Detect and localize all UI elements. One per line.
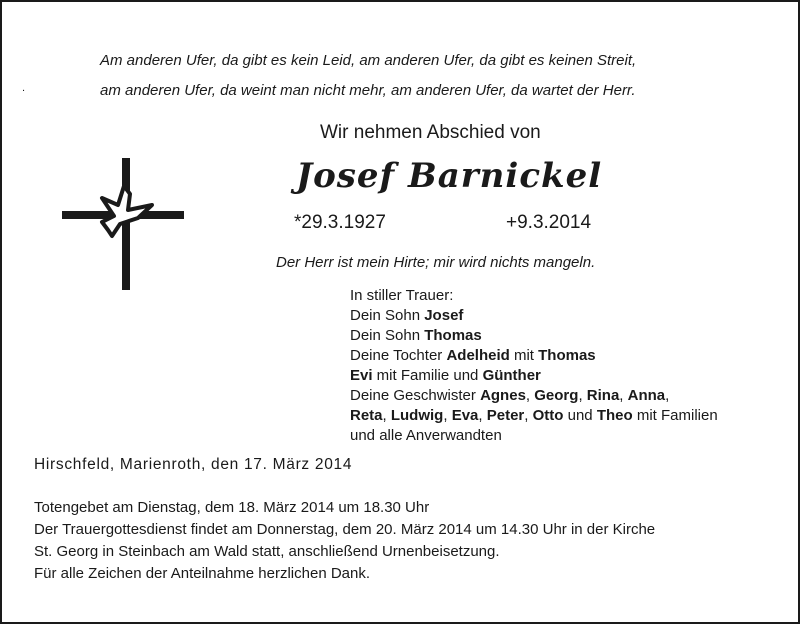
farewell-heading: Wir nehmen Abschied von	[320, 122, 541, 143]
separator: ,	[619, 387, 628, 404]
poem-line-2: am anderen Ufer, da weint man nicht mehr, am anderen Ufer, da wartet der Herr.	[100, 82, 636, 99]
birth-date: *29.3.1927	[294, 212, 386, 233]
mourner-name: Georg	[534, 387, 579, 404]
mourner-text: Deine Tochter	[350, 347, 447, 364]
mourner-name: Anna	[627, 387, 666, 404]
mourner-name: Reta	[350, 407, 383, 424]
deceased-name: Josef Barnickel	[296, 156, 603, 196]
separator: ,	[478, 407, 487, 424]
mourner-name: Theo	[596, 407, 633, 424]
mourner-line	[350, 366, 718, 386]
mourner-line	[350, 306, 718, 326]
mourners-intro: In stiller Trauer:	[350, 287, 454, 304]
mourner-line	[350, 346, 718, 366]
mourner-line	[350, 386, 718, 406]
separator: ,	[443, 407, 452, 424]
note-line: Für alle Zeichen der Anteilnahme herzlichen Dank.	[34, 565, 371, 582]
service-notes	[34, 497, 655, 585]
mourner-name: Evi	[350, 367, 373, 384]
mourners-outro: und alle Anverwandten	[350, 427, 502, 444]
mourner-name: Günther	[482, 367, 541, 384]
mourner-name: Peter	[486, 407, 525, 424]
place-and-date: Hirschfeld, Marienroth, den 17. März 2014	[34, 456, 353, 473]
separator: ,	[525, 387, 535, 404]
separator: ,	[578, 387, 587, 404]
note-line: Totengebet am Dienstag, dem 18. März 2014 um 18.30 Uhr	[34, 499, 430, 516]
mourner-name: Rina	[586, 387, 620, 404]
poem-line-1: Am anderen Ufer, da gibt es kein Leid, am anderen Ufer, da gibt es keinen Streit,	[100, 52, 637, 69]
bible-verse: Der Herr ist mein Hirte; mir wird nichts mangeln.	[276, 254, 596, 271]
note-line: St. Georg in Steinbach am Wald statt, anschließend Urnenbeisetzung.	[34, 543, 500, 560]
mourner-text: Dein Sohn	[350, 327, 425, 344]
separator: ,	[382, 407, 391, 424]
mourner-name: Ludwig	[390, 407, 444, 424]
mourner-name: Eva	[451, 407, 479, 424]
mourner-text: mit Familien	[632, 407, 718, 424]
mourner-line	[350, 406, 718, 426]
mourner-name: Otto	[532, 407, 564, 424]
cross-with-dove-icon	[62, 158, 184, 290]
mourner-line	[350, 326, 718, 346]
separator: ,	[665, 387, 670, 404]
note-line: Der Trauergottesdienst findet am Donnerstag, dem 20. März 2014 um 14.30 Uhr in der Kirche	[34, 521, 656, 538]
mourner-text: mit	[509, 347, 539, 364]
mourner-name: Thomas	[424, 327, 482, 344]
mourner-text: Dein Sohn	[350, 307, 425, 324]
mourner-name: Adelheid	[446, 347, 510, 364]
mourner-text: mit Familie und	[372, 367, 483, 384]
death-date: +9.3.2014	[506, 212, 592, 233]
mourner-name: Thomas	[538, 347, 596, 364]
mourner-name: Agnes	[480, 387, 526, 404]
separator: ,	[524, 407, 533, 424]
separator: und	[563, 407, 597, 424]
mourner-name: Josef	[424, 307, 464, 324]
mourner-text: Deine Geschwister	[350, 387, 481, 404]
stray-mark: .	[22, 82, 26, 94]
mourners-block	[350, 286, 718, 446]
